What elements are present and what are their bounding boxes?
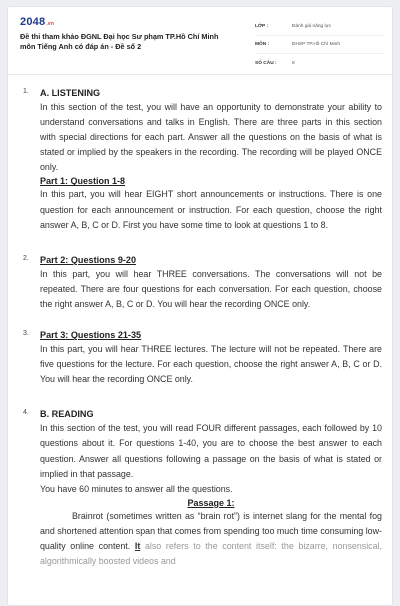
meta-value: ĐHSP TP.Hồ Chí Minh (292, 42, 340, 47)
question-number: 4. (23, 409, 29, 417)
meta-label: LỚP : (255, 24, 269, 29)
meta-label: MÔN : (255, 42, 270, 47)
document-content (8, 87, 393, 569)
passage-text (40, 509, 382, 569)
meta-value: Đánh giá năng lực (292, 24, 332, 29)
section-instructions: In this section of the test, you will have an opportunity to demonstrate your ability to understand conversations and talks in English. There are three parts in this section with special directions for each part. Answer all the questions on the basis of what is stated or implied by the speakers in the recording. The recording will be played ONCE only. (40, 102, 382, 173)
question-block (8, 254, 393, 312)
time-note: You have 60 minutes to answer all the questions. (40, 483, 233, 494)
part-instructions: In this part, you will hear THREE lectures. The lecture will not be repeated. There are five questions for the lecture. For each question, choose the right answer A, B, C or D. You will hear the recording ONCE only. (40, 344, 382, 385)
question-block (8, 329, 393, 387)
meta-row-subject (255, 36, 385, 54)
section-title: A. LISTENING (40, 88, 101, 98)
part-heading: Part 1: Question 1-8 (40, 176, 126, 187)
meta-row-count (255, 54, 385, 72)
meta-label: SỐ CÂU : (255, 60, 277, 66)
part-heading: Part 2: Questions 9-20 (40, 254, 137, 265)
document-page (7, 6, 393, 606)
part-heading: Part 3: Questions 21-35 (40, 330, 142, 341)
document-title (20, 32, 250, 52)
logo-suffix: .vn (46, 21, 55, 27)
site-logo[interactable] (20, 16, 54, 28)
passage-text-part: also refers to the content itself: the bizarre, nonsensical, algorithmically boosted videos and (40, 540, 382, 567)
question-block (8, 87, 393, 233)
question-number: 1. (23, 88, 29, 95)
meta-row-class (255, 18, 385, 36)
logo-text: 2048 (20, 16, 46, 28)
passage-highlight: It (134, 540, 141, 551)
part-instructions: In this part, you will hear THREE conversations. The conversations will not be repeated. There are four questions for each conversation. For each question, choose the right answer A, B, C or D. You will hear the recording ONCE only. (40, 268, 382, 309)
passage-heading: Passage 1: (187, 497, 235, 508)
document-header (8, 7, 392, 75)
section-instructions: In this section of the test, you will read FOUR different passages, each followed by 10 questions about it. For questions 1-40, you are to choose the best answer to each question. Answer all questions following a passage on the basis of what is stated or implied in that passage. (40, 423, 382, 479)
meta-value: 8 (292, 60, 295, 66)
part-instructions: In this part, you will hear EIGHT short announcements or instructions. There is one question for each announcement or instruction. For each question, choose the right answer A, B, C or D. First you have some time to look at questions 1 to 8. (40, 189, 382, 230)
passage-text-part: Brainrot (sometimes written as “brain rot”) is internet slang for the mental fog and shortened attention span that comes from spending too much time consuming low-quality online content. (40, 510, 382, 551)
section-title: B. READING (40, 409, 94, 420)
document-meta (255, 18, 385, 72)
question-number: 2. (23, 254, 29, 262)
question-number: 3. (23, 330, 29, 338)
question-block (8, 408, 393, 569)
document-title-line-1: Đề thi tham khảo ĐGNL Đại học Sư phạm TP.Hồ Chí Minh (20, 32, 219, 41)
document-title-line-2: môn Tiếng Anh có đáp án - Đề số 2 (20, 42, 142, 51)
